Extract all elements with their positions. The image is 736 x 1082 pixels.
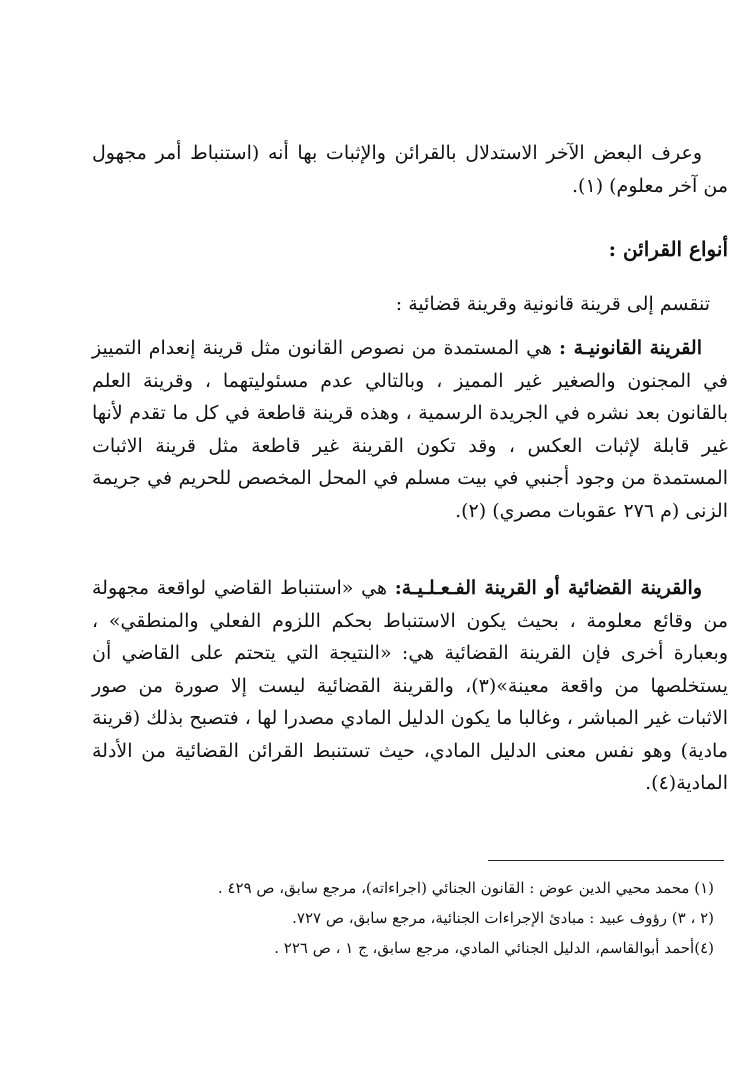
legal-presumption-paragraph [92, 332, 728, 527]
intro-text: وعرف البعض الآخر الاستدلال بالقرائن والإثبات بها أنه (استنباط أمر مجهول من آخر معلوم) (١). [92, 142, 728, 197]
judicial-presumption-term: والقرينة القضائية أو القرينة الفـعـلـيـة: [394, 577, 702, 599]
footnote-separator [488, 860, 724, 861]
judicial-presumption-paragraph [92, 572, 728, 800]
legal-presumption-term: القرينة القانونيـة : [559, 337, 702, 359]
intro-paragraph [92, 137, 728, 202]
section-heading: أنواع القرائن : [608, 237, 728, 261]
footnote-4: (٤)أحمد أبوالقاسم، الدليل الجنائي المادي، مرجع سابق، ج ١ ، ص ٢٢٦ . [274, 939, 714, 957]
footnote-1: (١) محمد محيي الدين عوض : القانون الجنائي (اجراءاته)، مرجع سابق، ص ٤٢٩ . [217, 879, 714, 897]
footnotes [92, 873, 714, 963]
footnote-2-3: (٢ ، ٣) رؤوف عبيد : مبادئ الإجراءات الجنائية، مرجع سابق، ص ٧٢٧. [292, 909, 714, 927]
judicial-presumption-text: هي «استنباط القاضي لواقعة مجهولة من وقائع معلومة ، بحيث يكون الاستنباط بحكم اللزوم الفعلي والمنطقي» ، وبعبارة أخرى فإن القرينة القضائية هي: «النتيجة التي يتحتم على القاضي أن يستخلصها من واقعة معينة»(٣)، والقرينة القضائية ليست إلا صورة من صور الاثبات غير المباشر ، وغالبا ما يكون الدليل المادي مصدرا لها ، فتصبح بذلك (قرينة مادية) وهو نفس معنى الدليل المادي، حيث تستنبط القرائن القضائية من الأدلة المادية(٤). [92, 577, 729, 794]
division-paragraph: تنقسم إلى قرينة قانونية وقرينة قضائية : [395, 293, 710, 315]
legal-presumption-text: هي المستمدة من نصوص القانون مثل قرينة إنعدام التمييز في المجنون والصغير غير المميز ، وبالتالي عدم مسئوليتهما ، وقرينة العلم بالقانون بعد نشره في الجريدة الرسمية ، وهذه قرينة قاطعة في كل ما تقدم لأنها غير قابلة لإثبات العكس ، وقد تكون القرينة غير قاطعة مثل قرينة الاثبات المستمدة من وجود أجنبي في بيت مسلم في المحل المخصص للحريم في جريمة الزنى (م ٢٧٦ عقوبات مصري) (٢). [92, 337, 728, 522]
